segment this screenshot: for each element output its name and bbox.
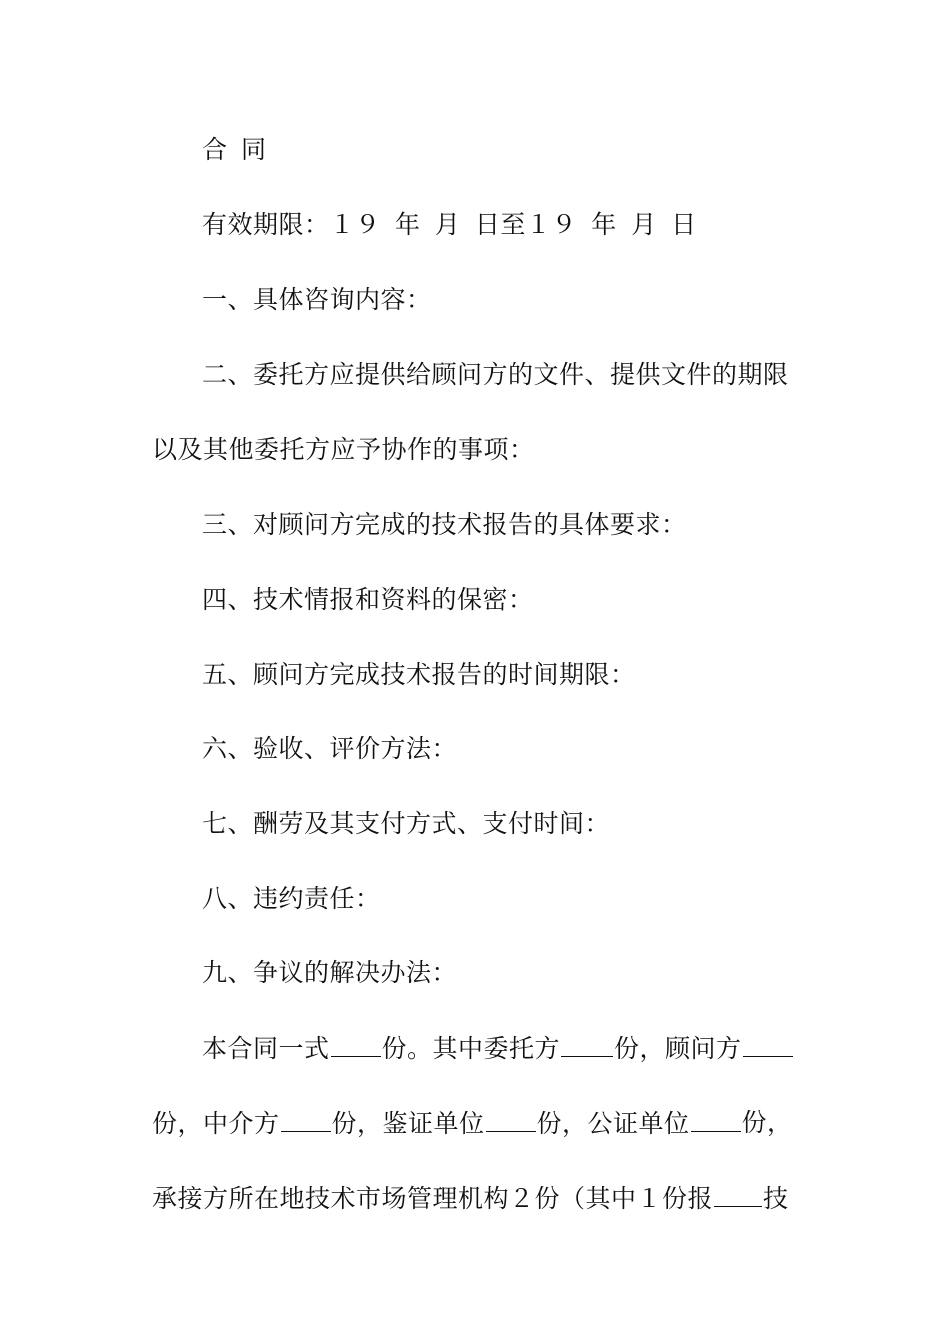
copies-segment <box>332 1107 537 1140</box>
blank-intermediary-copies <box>281 1107 331 1132</box>
clause-8: 八、违约责任： <box>202 884 381 913</box>
copies-text: 本合同一式 <box>202 1034 330 1063</box>
clause-6: 六、验收、评价方法： <box>202 734 458 763</box>
blank-notary-copies <box>691 1107 741 1132</box>
copies-text: 份，鉴证单位 <box>331 1109 485 1138</box>
copies-line-2 <box>152 1107 792 1140</box>
copies-segment <box>152 1107 332 1140</box>
blank-consultant-copies <box>743 1032 793 1057</box>
blank-verification-copies <box>486 1107 536 1132</box>
copies-text: 份， <box>741 1108 793 1137</box>
clause-2-continuation: 以及其他委托方应予协作的事项： <box>152 435 535 464</box>
validity-period: 有效期限：１９ 年 月 日至１９ 年 月 日 <box>202 210 697 239</box>
blank-report-authority <box>714 1182 762 1207</box>
copies-text: 份，顾问方 <box>614 1034 742 1063</box>
document-title: 合 同 <box>202 135 269 164</box>
clause-7: 七、酬劳及其支付方式、支付时间： <box>202 809 611 838</box>
copies-line-1 <box>202 1032 792 1065</box>
clause-5: 五、顾问方完成技术报告的时间期限： <box>202 660 636 689</box>
copies-text: 技 <box>763 1184 789 1213</box>
copies-text: 份，公证单位 <box>536 1109 690 1138</box>
copies-text: 份，中介方 <box>152 1109 280 1138</box>
clause-9: 九、争议的解决办法： <box>202 958 458 987</box>
clause-4: 四、技术情报和资料的保密： <box>202 585 534 614</box>
clause-3: 三、对顾问方完成的技术报告的具体要求： <box>202 510 687 539</box>
copies-text: 份。其中委托方 <box>381 1034 561 1063</box>
copies-text: 承接方所在地技术市场管理机构２份（其中１份报 <box>152 1184 714 1213</box>
copies-line-3 <box>152 1182 792 1215</box>
clause-2: 二、委托方应提供给顾问方的文件、提供文件的期限 <box>202 360 789 389</box>
blank-client-copies <box>561 1032 613 1057</box>
copies-segment <box>537 1107 742 1140</box>
clause-1: 一、具体咨询内容： <box>202 285 432 314</box>
blank-total-copies <box>331 1032 381 1057</box>
